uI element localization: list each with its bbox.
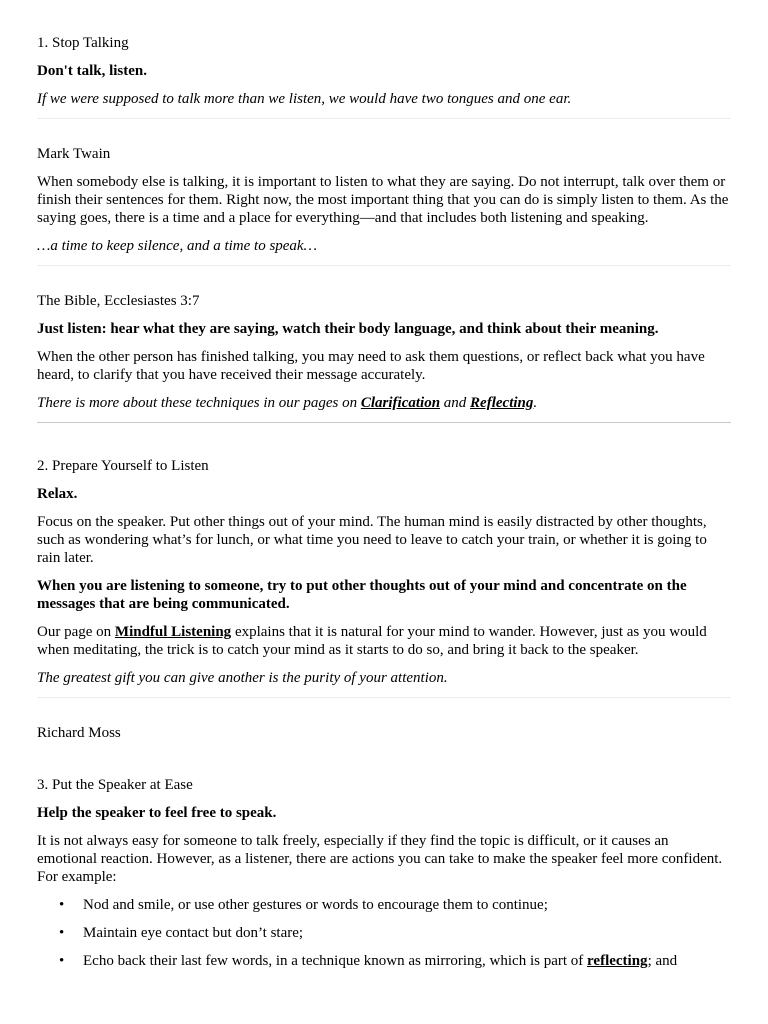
tips-list (37, 896, 731, 970)
mindful-listening-link[interactable]: Mindful Listening (114, 624, 232, 640)
quote-ecclesiastes: …a time to keep silence, and a time to speak… (37, 238, 317, 254)
list-item (59, 924, 731, 942)
section-heading-prepare: 2. Prepare Yourself to Listen (37, 458, 209, 474)
tip-bold: Don't talk, listen. (37, 63, 148, 79)
section-heading-speaker-ease: 3. Put the Speaker at Ease (37, 777, 193, 793)
reflecting-link[interactable]: reflecting (587, 953, 648, 969)
tip-bold: Relax. (37, 486, 78, 502)
paragraph-text: explains that it is natural for your mind to wander. However, just as you would when meditating, the trick is to catch your mind as it starts to do so, and bring it back to the speaker. (37, 624, 707, 658)
paragraph (37, 623, 731, 659)
bullet: • (59, 953, 65, 969)
list-item-text: Echo back their last few words, in a technique known as mirroring, which is part of (83, 953, 588, 969)
more-info-text: . (533, 395, 538, 411)
section-heading-stop-talking: 1. Stop Talking (37, 35, 129, 51)
list-item (59, 952, 731, 970)
tip-bold: Just listen: hear what they are saying, watch their body language, and think about their meaning. (37, 321, 659, 337)
bullet: • (59, 897, 65, 913)
paragraph: When somebody else is talking, it is important to listen to what they are saying. Do not interrupt, talk over them or finish their sentences for them. Right now, the most important thing that you can do is simply listen to them. As the saying goes, there is a time and a place for everything—and that includes both listening and speaking. (37, 174, 729, 226)
more-info-line (37, 394, 731, 412)
quote-author-twain: Mark Twain (37, 146, 111, 162)
paragraph: When the other person has finished talking, you may need to ask them questions, or reflect back what you have heard, to clarify that you have received their message accurately. (37, 349, 705, 383)
list-item (59, 896, 731, 914)
quote-moss: The greatest gift you can give another is the purity of your attention. (37, 670, 448, 686)
paragraph-text: Our page on (37, 624, 115, 640)
bullet: • (59, 925, 65, 941)
paragraph: Focus on the speaker. Put other things out of your mind. The human mind is easily distracted by other thoughts, such as wondering what’s for lunch, or what time you need to leave to catch your train, or whether it is going to rain later. (37, 514, 707, 566)
more-info-text: and (440, 395, 471, 411)
quote-twain: If we were supposed to talk more than we listen, we would have two tongues and one ear. (37, 91, 572, 107)
list-item-text: ; and (647, 953, 678, 969)
paragraph: It is not always easy for someone to talk freely, especially if they find the topic is difficult, or it causes an emotional reaction. However, as a listener, there are actions you can take to make the speaker feel more confident. For example: (37, 833, 723, 885)
reflecting-link[interactable]: Reflecting (470, 395, 534, 411)
clarification-link[interactable]: Clarification (360, 395, 441, 411)
list-item-text: Nod and smile, or use other gestures or words to encourage them to continue; (83, 897, 548, 913)
more-info-text: There is more about these techniques in our pages on (37, 395, 361, 411)
quote-author-moss: Richard Moss (37, 725, 121, 741)
tip-bold: Help the speaker to feel free to speak. (37, 805, 277, 821)
list-item-text: Maintain eye contact but don’t stare; (83, 925, 304, 941)
quote-author-bible: The Bible, Ecclesiastes 3:7 (37, 293, 200, 309)
tip-bold: When you are listening to someone, try to put other thoughts out of your mind and concentrate on the messages that are being communicated. (37, 578, 687, 612)
